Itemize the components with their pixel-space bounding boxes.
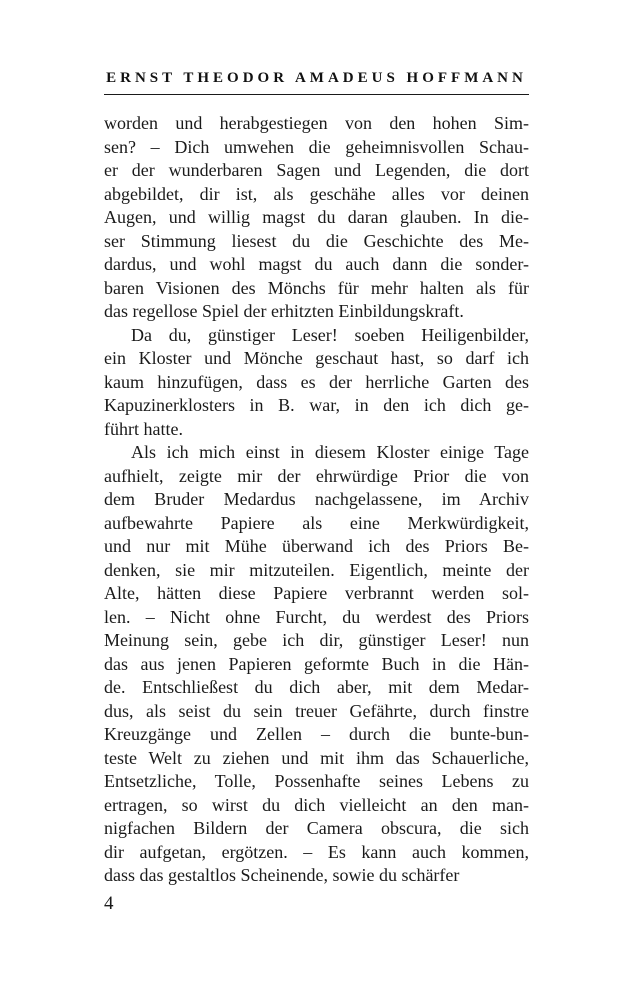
text-line: das regellose Spiel der erhitzten Einbildungskraft. xyxy=(104,301,464,321)
text-line: Kapuzinerklosters in B. war, in den ich dich ge- xyxy=(104,395,529,415)
text-line: worden und herabgestiegen von den hohen Sim- xyxy=(104,113,529,133)
text-line: Kreuzgänge und Zellen – durch die bunte-bun- xyxy=(104,724,529,744)
text-line: und nur mit Mühe überwand ich des Priors Be- xyxy=(104,536,529,556)
text-line: führt hatte. xyxy=(104,418,183,439)
text-line: dus, als seist du sein treuer Gefährte, durch finstre xyxy=(104,700,529,721)
header-rule xyxy=(104,94,529,95)
text-line: teste Welt zu ziehen und mit ihm das Schauerliche, xyxy=(104,747,529,768)
running-header: ERNST THEODOR AMADEUS HOFFMANN xyxy=(106,70,527,86)
text-line: Entsetzliche, Tolle, Possenhafte seines Lebens zu xyxy=(104,771,529,791)
text-line: Da du, günstiger Leser! soeben Heiligenbilder, xyxy=(131,324,529,345)
text-line: Als ich mich einst in diesem Kloster einige Tage xyxy=(131,442,529,462)
text-line: dem Bruder Medardus nachgelassene, im Archiv xyxy=(104,489,529,509)
text-line: das aus jenen Papieren geformte Buch in die Hän- xyxy=(104,653,529,674)
text-line: er der wunderbaren Sagen und Legenden, die dort xyxy=(104,160,529,180)
text-line: len. – Nicht ohne Furcht, du werdest des Priors xyxy=(104,606,529,627)
text-line: sen? – Dich umwehen die geheimnisvollen Schau- xyxy=(104,136,529,157)
page-number: 4 xyxy=(104,893,114,914)
text-line: dass das gestaltlos Scheinende, sowie du schärfer xyxy=(104,865,460,885)
text-line: Augen, und willig magst du daran glauben. In die- xyxy=(104,207,529,227)
text-line: ein Kloster und Mönche geschaut hast, so darf ich xyxy=(104,348,529,368)
text-line: aufhielt, zeigte mir der ehrwürdige Prior die von xyxy=(104,465,529,486)
text-column xyxy=(104,70,529,888)
text-line: denken, sie mir mitzuteilen. Eigentlich, meinte der xyxy=(104,559,529,580)
text-line: abgebildet, dir ist, als geschähe alles vor deinen xyxy=(104,183,529,204)
text-line: dir aufgetan, ergötzen. – Es kann auch kommen, xyxy=(104,841,529,862)
text-line: aufbewahrte Papiere als eine Merkwürdigkeit, xyxy=(104,512,529,533)
text-line: dardus, und wohl magst du auch dann die sonder- xyxy=(104,254,529,274)
text-line: kaum hinzufügen, dass es der herrliche Garten des xyxy=(104,371,529,392)
text-line: Meinung sein, gebe ich dir, günstiger Leser! nun xyxy=(104,630,529,650)
text-line: ser Stimmung liesest du die Geschichte des Me- xyxy=(104,230,529,251)
body-text xyxy=(104,112,529,888)
text-line: ertragen, so wirst du dich vielleicht an den man- xyxy=(104,794,529,815)
text-line: Alte, hätten diese Papiere verbrannt werden sol- xyxy=(104,583,529,603)
text-line: nigfachen Bildern der Camera obscura, die sich xyxy=(104,818,529,838)
text-line: de. Entschließest du dich aber, mit dem Medar- xyxy=(104,677,529,697)
text-line: baren Visionen des Mönchs für mehr halten als für xyxy=(104,277,529,298)
